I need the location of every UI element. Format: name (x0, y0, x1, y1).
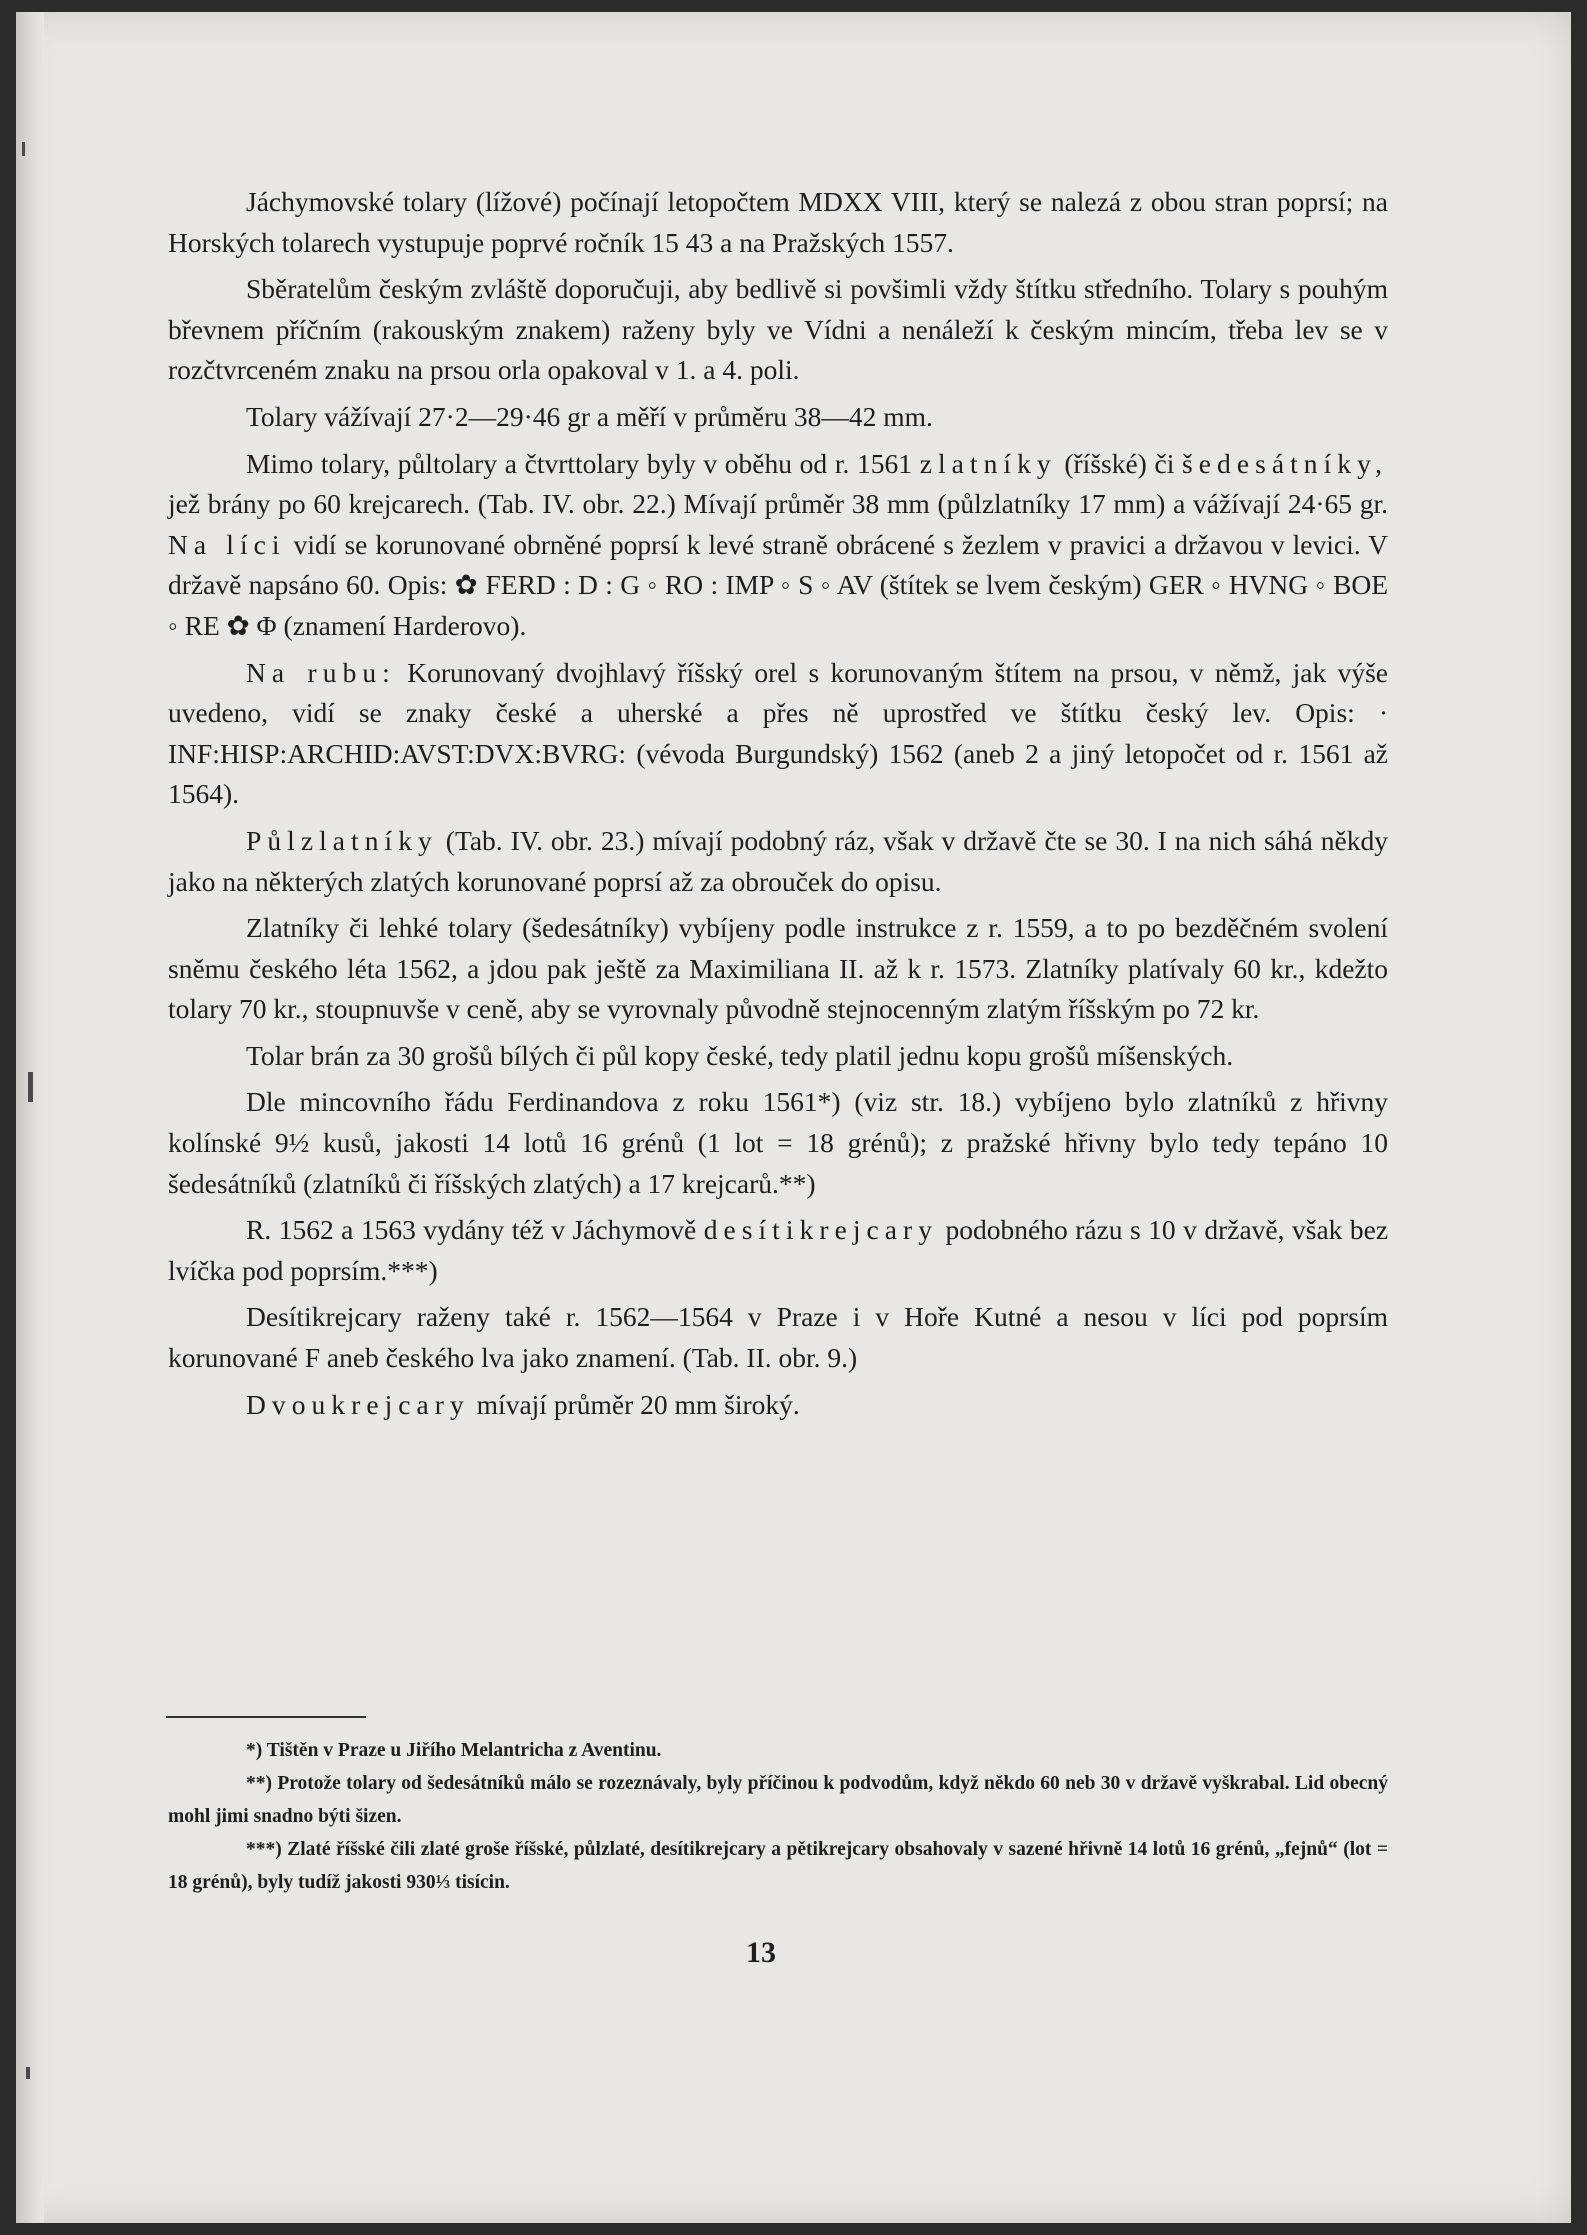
paragraph: Dle mincovního řádu Ferdinandova z roku 1561*) (viz str. 18.) vybíjeno bylo zlatníků z hřivny kolínské 9½ kusů, jakosti 14 lotů 16 grénů (1 lot = 18 grénů); z pražské hřivny bylo tedy tepáno 10 šedesátníků (zlatníků či říšských zlatých) a 17 krejcarů.**) (168, 1086, 1388, 1199)
gutter-mark (28, 1072, 33, 1102)
paragraph: Tolary vážívají 27·2—29·46 gr a měří v průměru 38—42 mm. (246, 400, 933, 432)
footnote: *) Tištěn v Praze u Jiřího Melantricha z Aventinu. (246, 1740, 662, 1761)
paragraph: Sběratelům českým zvláště doporučuji, aby bedlivě si povšimli vždy štítku středního. Tolary s pouhým břevnem příčním (rakouským znakem) raženy byly ve Vídni a nenáleží k českým mincím, třeba lev se v rozčtvrceném znaku na prsou orla opakoval v 1. a 4. poli. (168, 273, 1388, 386)
spaced-term: Půlzlatníky (246, 824, 438, 856)
paragraph: Mimo tolary, půltolary a čtvrttolary byly v oběhu od r. 1561 zlatníky (říšské) či šedesátníky, jež brány po 60 krejcarech. (Tab. IV. obr. 22.) Mívají průměr 38 mm (půlzlatníky 17 mm) a vážívají 24·65 gr. Na líci vidí se korunované obrněné poprsí k levé straně obrácené s žezlem v pravici a državou v levici. V državě napsáno 60. Opis: ✿ FERD : D : G ◦ RO : IMP ◦ S ◦ AV (štítek se lvem českým) GER ◦ HVNG ◦ BOE ◦ RE ✿ Φ (znamení Harderovo). (168, 447, 1389, 641)
footnote: ***) Zlaté říšské čili zlaté groše říšské, půlzlaté, desítikrejcary a pětikrejcary obsahovaly v sazené hřivně 14 lotů 16 grénů, „fejnů“ (lot = 18 grénů), byly tudíž jakosti 930⅓ tisícin. (168, 1839, 1388, 1893)
gutter-mark (26, 2067, 30, 2079)
footnote: **) Protože tolary od šedesátníků málo se rozeznávaly, byly příčinou k podvodům, když někdo 60 neb 30 v državě vyškrabal. Lid obecný mohl jimi snadno býti šizen. (168, 1773, 1388, 1827)
paragraph: Tolar brán za 30 grošů bílých či půl kopy české, tedy platil jednu kopu grošů míšenských. (246, 1039, 1234, 1071)
gutter-mark (22, 142, 25, 156)
spaced-term: desítikrejcary (703, 1214, 939, 1246)
main-text (168, 182, 1388, 1431)
paragraph: Desítikrejcary raženy také r. 1562—1564 v Praze i v Hoře Kutné a nesou v líci pod poprsím korunované F aneb českého lva jako znamení. (Tab. II. obr. 9.) (168, 1301, 1388, 1374)
spaced-term: šedesátníky, (1182, 447, 1389, 479)
paragraph: Jáchymovské tolary (lížové) počínají letopočtem MDXX VIII, který se nalezá z obou stran poprsí; na Horských tolarech vystupuje poprvé ročník 15 43 a na Pražských 1557. (168, 186, 1388, 258)
paragraph: Na rubu: Korunovaný dvojhlavý říšský orel s korunovaným štítem na prsou, v němž, jak výše uvedeno, vidí se znaky české a uherské a přes ně uprostřed ve štítku český lev. Opis: · INF:HISP:ARCHID:AVST:DVX:BVRG: (vévoda Burgundský) 1562 (aneb 2 a jiný letopočet od r. 1561 až 1564). (168, 656, 1388, 810)
spaced-term: Dvoukrejcary (246, 1388, 470, 1420)
page-gutter (16, 12, 44, 2223)
spaced-term: Na rubu: (246, 656, 396, 688)
spaced-term: zlatníky (919, 447, 1057, 479)
paragraph: Dvoukrejcary mívají průměr 20 mm široký. (246, 1388, 800, 1420)
spaced-term: Na líci (168, 528, 286, 560)
book-page (16, 12, 1571, 2223)
paragraph: Půlzlatníky (Tab. IV. obr. 23.) mívají podobný ráz, však v državě čte se 30. I na nich sáhá někdy jako na některých zlatých korunované poprsí až za obrouček do opisu. (168, 824, 1388, 897)
paragraph: Zlatníky či lehké tolary (šedesátníky) vybíjeny podle instrukce z r. 1559, a to po bezděčném svolení sněmu českého léta 1562, a jdou pak ještě za Maximiliana II. až k r. 1573. Zlatníky platívaly 60 kr., kdežto tolary 70 kr., stoupnuvše v ceně, aby se vyrovnaly původně stejnocenným zlatým říšským po 72 kr. (168, 912, 1388, 1025)
footnotes (168, 1734, 1388, 1899)
paragraph: R. 1562 a 1563 vydány též v Jáchymově desítikrejcary podobného rázu s 10 v državě, však bez lvíčka pod poprsím.***) (168, 1214, 1389, 1286)
footnote-rule (166, 1716, 366, 1718)
page-number: 13 (746, 1936, 776, 1969)
